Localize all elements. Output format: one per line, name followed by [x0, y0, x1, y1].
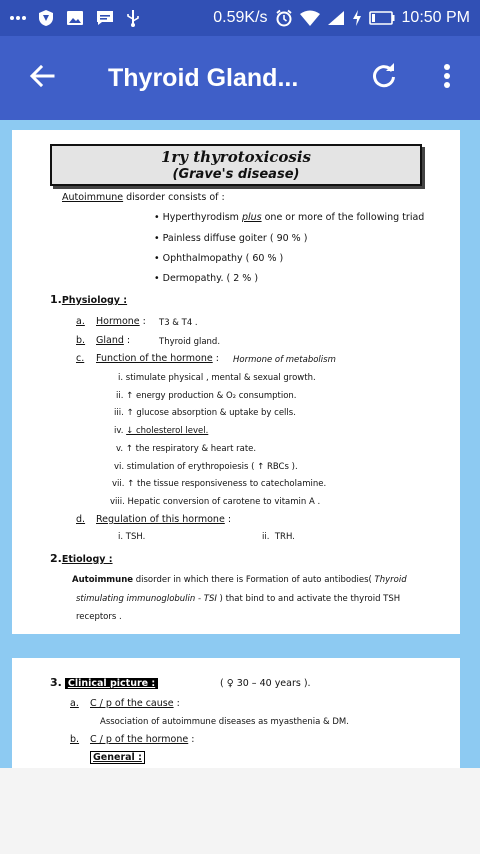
item-title: Regulation of this hormone	[96, 514, 225, 525]
clinical-item-b-title	[90, 734, 194, 746]
function-text: ↓ cholesterol level.	[126, 426, 209, 436]
regulation-text: TRH.	[274, 532, 295, 542]
document-viewer[interactable]	[0, 120, 480, 768]
item-letter: a.	[70, 698, 79, 709]
charging-icon	[352, 10, 362, 26]
item-c-title	[96, 353, 219, 365]
section-number: 3.	[50, 676, 62, 689]
item-title: Function of the hormone	[96, 353, 213, 364]
item-colon: :	[173, 698, 180, 709]
status-right	[213, 9, 470, 27]
bullet-goiter: • Painless diffuse goiter ( 90 % )	[154, 233, 308, 244]
item-colon: :	[123, 335, 131, 346]
function-text: ↑ glucose absorption & uptake by cells.	[126, 408, 296, 418]
function-number: v.	[116, 444, 124, 454]
status-left	[10, 9, 140, 27]
regulation-item-1	[118, 531, 145, 543]
section-number: 2.	[50, 552, 62, 565]
app-title: Thyroid Gland...	[108, 63, 299, 92]
function-text: stimulation of erythropoiesis ( ↑ RBCs ).	[126, 462, 298, 472]
item-colon: :	[139, 316, 146, 327]
function-number: vi.	[114, 462, 125, 472]
usb-icon	[126, 9, 140, 27]
function-text: ↑ the respiratory & heart rate.	[125, 444, 257, 454]
bottom-blank-area	[0, 768, 480, 854]
section-number: 1.	[50, 293, 62, 306]
function-item-5	[116, 443, 256, 455]
function-number: iii.	[114, 408, 124, 418]
function-number: ii.	[116, 391, 124, 401]
intro-line	[62, 192, 225, 204]
function-number: i.	[118, 373, 124, 383]
bullet-text: one or more of the following triad	[261, 212, 425, 223]
general-heading: General :	[90, 751, 145, 764]
item-letter: b.	[70, 734, 80, 745]
bullet-hyperthyrodism	[154, 212, 424, 224]
status-bar	[0, 0, 480, 36]
bullet-text: • Hyperthyrodism	[154, 212, 242, 223]
etiology-italic: stimulating immunoglobulin - TSI	[76, 594, 217, 604]
function-item-3	[114, 407, 296, 419]
more-vert-icon	[443, 63, 451, 94]
back-button[interactable]	[10, 36, 74, 120]
function-item-4	[114, 425, 208, 437]
document-title: 1ry thyrotoxicosis	[160, 148, 312, 166]
document-title-box	[50, 144, 422, 186]
item-a-value: T3 & T4 .	[159, 318, 198, 328]
regulation-text: TSH.	[125, 532, 146, 542]
function-item-6	[114, 461, 298, 473]
document-page-2	[12, 658, 460, 768]
function-number: vii.	[112, 479, 125, 489]
clinical-item-a-value: Association of autoimmune diseases as myasthenia & DM.	[100, 717, 349, 727]
function-text: ↑ the tissue responsiveness to catecholamine.	[127, 479, 327, 489]
document-subtitle: (Grave's disease)	[172, 167, 300, 182]
function-item-8	[110, 496, 320, 508]
etiology-italic: Thyroid	[374, 575, 407, 585]
function-number: viii.	[110, 497, 125, 507]
signal-icon	[327, 10, 345, 26]
item-b-title	[96, 335, 130, 347]
item-colon: :	[224, 514, 232, 525]
section-title: Physiology :	[61, 295, 128, 306]
alarm-icon	[275, 9, 293, 27]
clinical-item-b-label	[70, 734, 79, 746]
clinical-age-range: ( ♀ 30 – 40 years ).	[220, 678, 311, 689]
intro-keyword: Autoimmune	[62, 192, 124, 203]
etiology-keyword: Autoimmune	[72, 575, 134, 585]
bullet-dermopathy: • Dermopathy. ( 2 % )	[154, 273, 259, 284]
app-bar	[0, 36, 480, 120]
bullet-emphasis: plus	[241, 212, 262, 223]
clinical-item-a-title	[90, 698, 180, 710]
section-etiology-heading	[50, 553, 113, 566]
image-notification-icon	[66, 10, 84, 26]
vpn-shield-icon	[38, 9, 54, 27]
item-colon: :	[188, 734, 195, 745]
clinical-general-label	[90, 752, 145, 764]
etiology-line-3: receptors .	[76, 612, 122, 622]
item-a-label	[76, 316, 85, 328]
item-b-label	[76, 335, 85, 347]
overflow-menu-button[interactable]	[430, 58, 464, 98]
item-d-label	[76, 514, 85, 526]
etiology-text: ) that bind to and activate the thyroid TSH	[216, 594, 401, 604]
item-title: Hormone	[96, 316, 140, 327]
document-page-1	[12, 130, 460, 634]
regulation-number: i.	[118, 532, 124, 542]
function-item-7	[112, 478, 326, 490]
etiology-line-2	[76, 593, 400, 605]
item-b-value: Thyroid gland.	[159, 337, 221, 347]
clinical-item-a-label	[70, 698, 79, 710]
network-speed: 0.59K/s	[213, 9, 268, 26]
intro-text: disorder consists of :	[123, 192, 225, 203]
item-a-title	[96, 316, 146, 328]
section-title: Etiology :	[61, 554, 113, 565]
etiology-line-1	[72, 574, 407, 586]
item-letter: a.	[76, 316, 85, 327]
more-icon	[10, 15, 26, 21]
function-item-2	[116, 390, 297, 402]
function-text: stimulate physical , mental & sexual growth.	[125, 373, 316, 383]
item-colon: :	[212, 353, 219, 364]
refresh-button[interactable]	[364, 58, 404, 98]
regulation-number: ii.	[262, 532, 270, 542]
item-title: C / p of the cause	[90, 698, 174, 709]
arrow-back-icon	[29, 64, 55, 93]
section-clinical-heading	[50, 677, 158, 690]
function-text: ↑ energy production & O₂ consumption.	[126, 391, 297, 401]
clock: 10:50 PM	[401, 9, 470, 26]
section-physiology-heading	[50, 294, 127, 307]
wifi-icon	[300, 10, 320, 26]
item-title: C / p of the hormone	[90, 734, 189, 745]
item-letter: c.	[76, 353, 85, 364]
item-letter: b.	[76, 335, 86, 346]
function-number: iv.	[114, 426, 124, 436]
item-c-label	[76, 353, 84, 365]
item-title: Gland	[96, 335, 124, 346]
item-c-value: Hormone of metabolism	[233, 355, 336, 365]
chat-notification-icon	[96, 10, 114, 26]
bullet-ophthalmopathy: • Ophthalmopathy ( 60 % )	[154, 253, 284, 264]
function-text: Hepatic conversion of carotene to vitamin A .	[127, 497, 321, 507]
refresh-icon	[371, 63, 397, 94]
battery-icon	[369, 11, 395, 25]
etiology-text: disorder in which there is Formation of auto antibodies(	[133, 575, 375, 585]
section-title: Clinical picture :	[65, 678, 158, 689]
regulation-item-2	[262, 531, 295, 543]
function-item-1	[118, 372, 316, 384]
item-d-title	[96, 514, 231, 526]
item-letter: d.	[76, 514, 86, 525]
